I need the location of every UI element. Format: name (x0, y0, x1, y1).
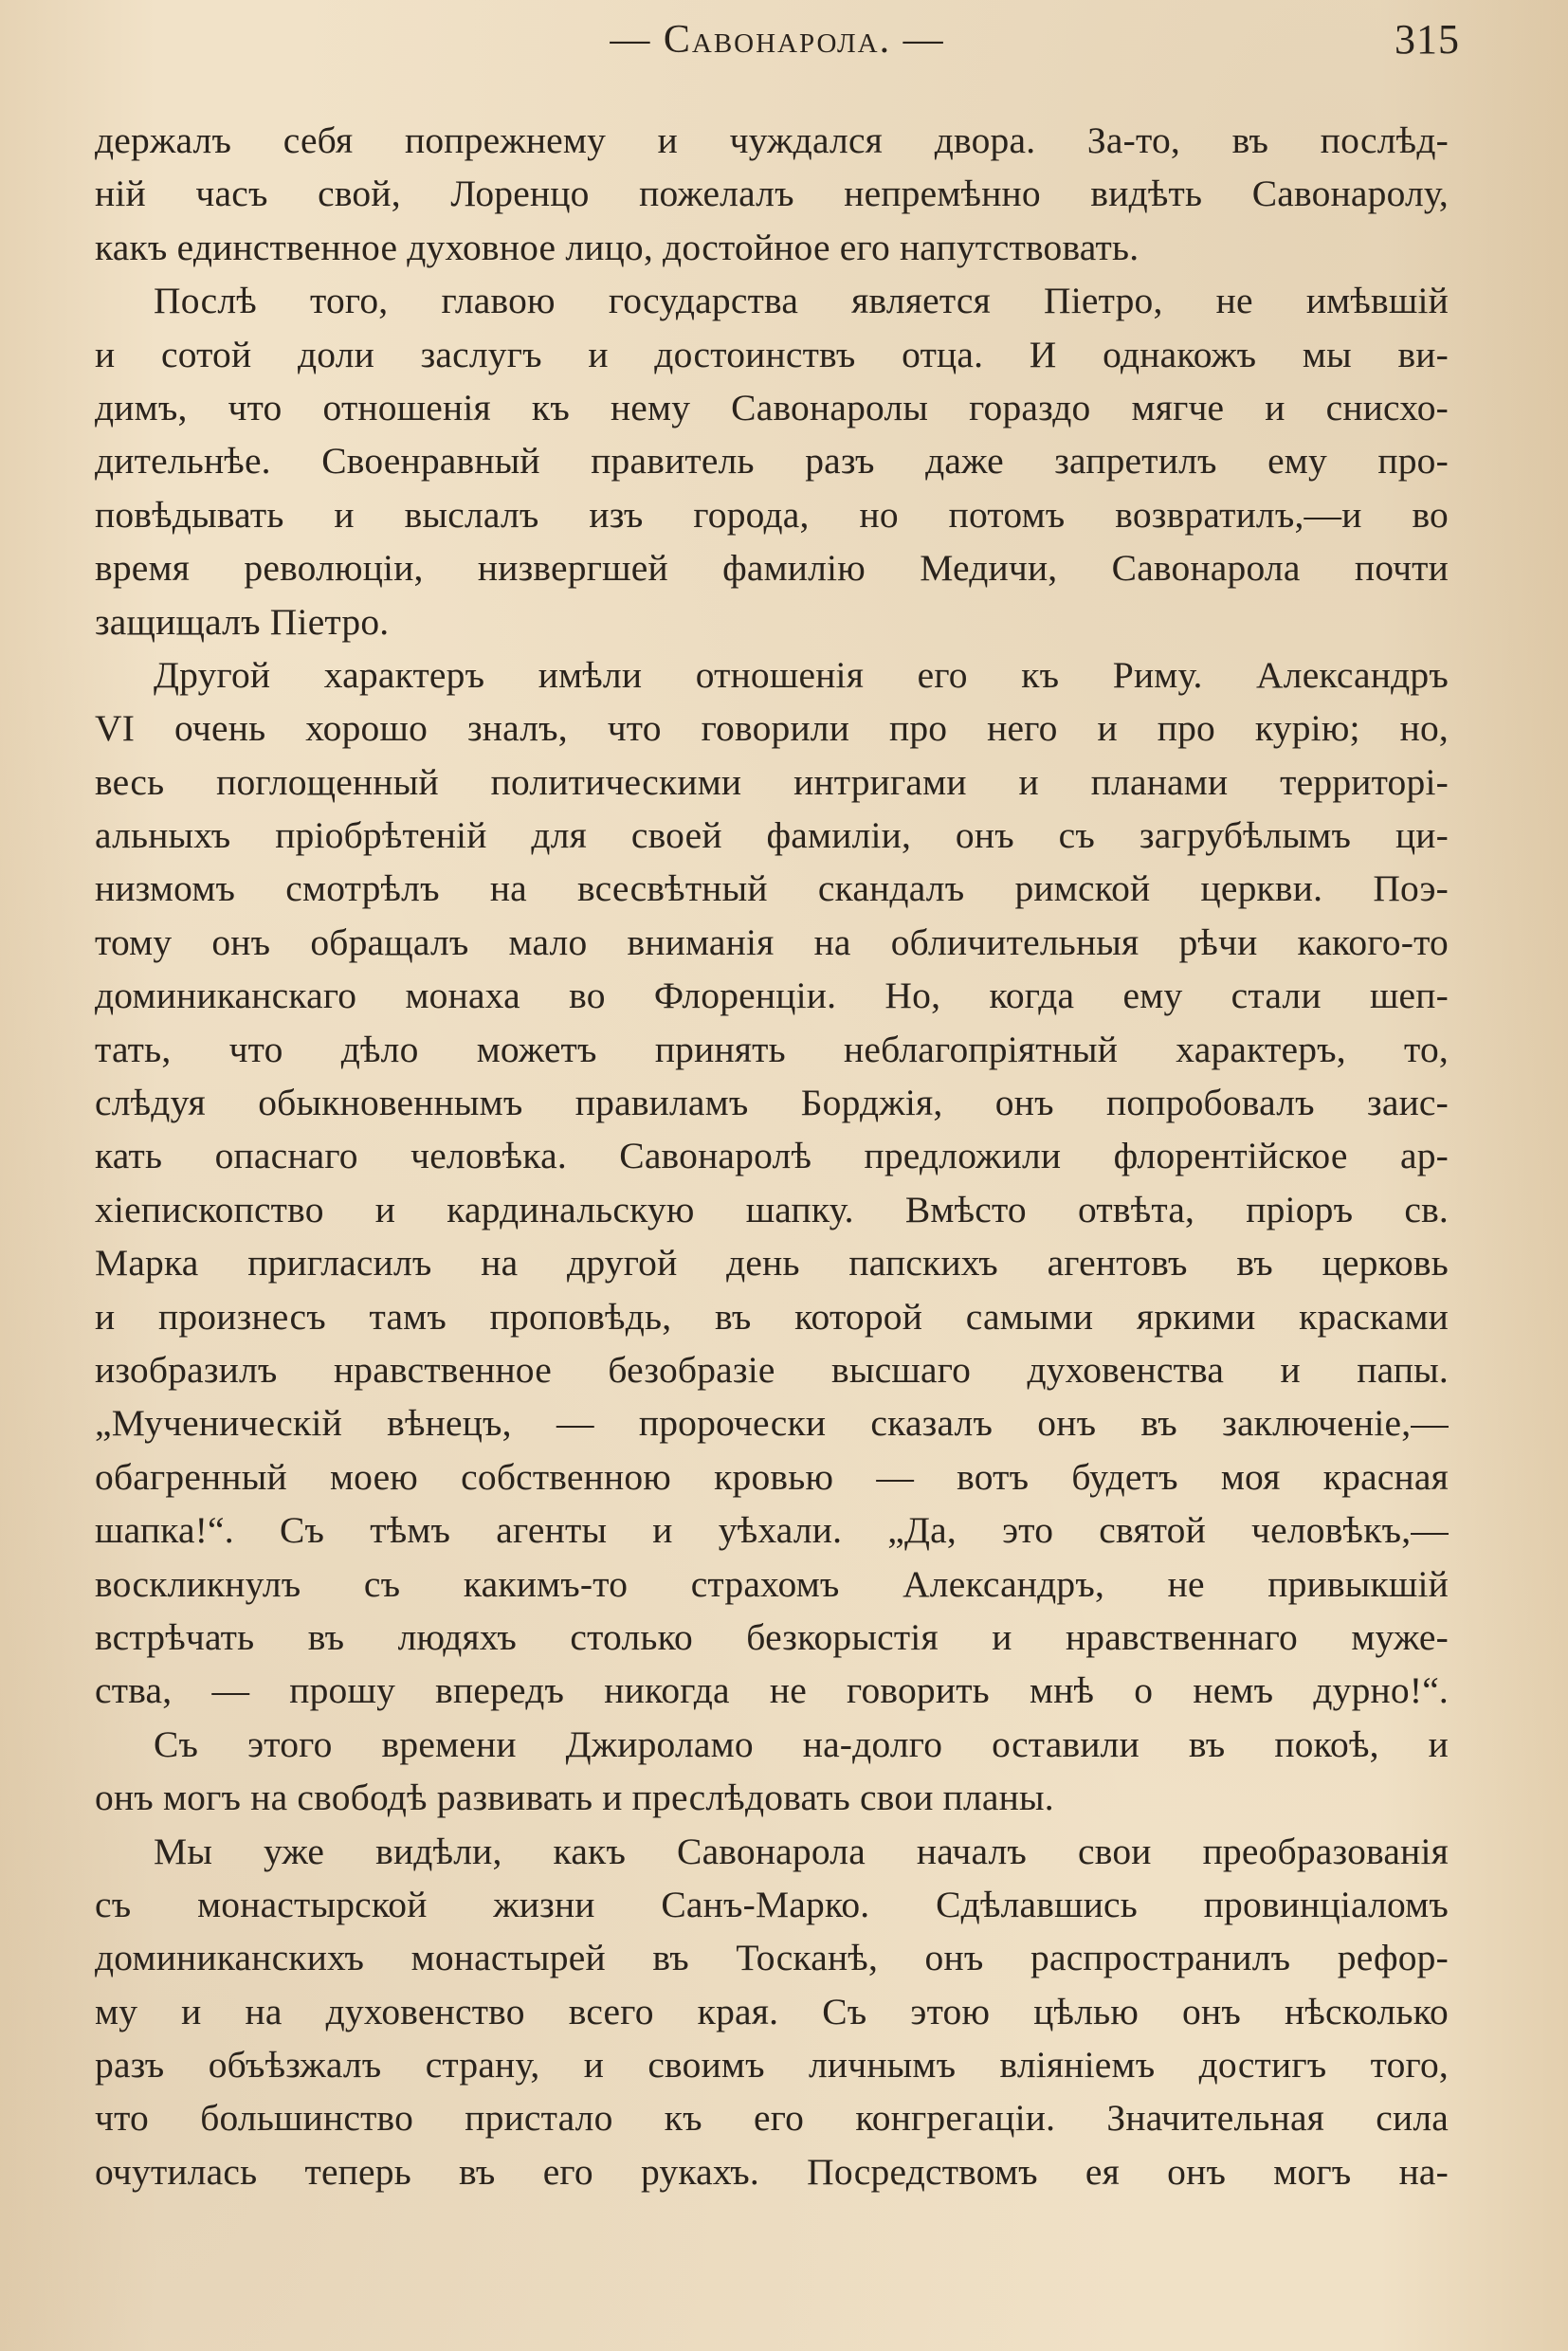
text-line: и произнесъ тамъ проповѣдь, въ которой самыми яркими красками (95, 1295, 1449, 1338)
text-line: ній часъ свой, Лоренцо пожелалъ непремѣнно видѣть Савонаролу, (95, 173, 1449, 215)
text-line: VI очень хорошо зналъ, что говорили про него и про курію; но, (95, 707, 1449, 750)
text-line: димъ, что отношенія къ нему Савонаролы гораздо мягче и снисхо- (95, 386, 1449, 428)
running-head-title: — Савонарола. — (610, 18, 945, 62)
text-line: тому онъ обращалъ мало вниманія на обличительныя рѣчи какого-то (95, 920, 1449, 963)
text-line: очутилась теперь въ его рукахъ. Посредствомъ ея онъ могъ на- (95, 2150, 1449, 2193)
text-line: низмомъ смотрѣлъ на всесвѣтный скандалъ римской церкви. Поэ- (95, 867, 1449, 910)
text-line: альныхъ пріобрѣтеній для своей фамиліи, онъ съ загрубѣлымъ ци- (95, 814, 1449, 857)
text-line: му и на духовенство всего края. Съ этою цѣлью онъ нѣсколько (95, 1990, 1449, 2032)
text-line: повѣдывать и выслалъ изъ города, но потомъ возвратилъ,—и во (95, 493, 1449, 536)
text-line: воскликнулъ съ какимъ-то страхомъ Александръ, не привыкшій (95, 1562, 1449, 1605)
running-head (95, 11, 1460, 68)
text-line: дительнѣе. Своенравный правитель разъ даже запретилъ ему про- (95, 440, 1449, 483)
text-line: что большинство пристало къ его конгрегаціи. Значительная сила (95, 2097, 1449, 2140)
text-line: изобразилъ нравственное безобразіе высшаго духовенства и папы. (95, 1348, 1449, 1391)
text-line: ства, — прошу впередъ никогда не говорить мнѣ о немъ дурно!“. (95, 1669, 1449, 1712)
text-line: съ монастырской жизни Санъ-Марко. Сдѣлавшись провинціаломъ (95, 1883, 1449, 1925)
text-line: онъ могъ на свободѣ развивать и преслѣдовать свои планы. (95, 1777, 1054, 1819)
text-line: Другой характеръ имѣли отношенія его къ Риму. Александръ (154, 653, 1449, 696)
text-line: хіепископство и кардинальскую шапку. Вмѣсто отвѣта, пріоръ св. (95, 1188, 1449, 1230)
text-line: разъ объѣзжалъ страну, и своимъ личнымъ вліяніемъ достигъ того, (95, 2044, 1449, 2087)
text-line: весь поглощенный политическими интригами и планами территорі- (95, 760, 1449, 803)
text-line: Съ этого времени Джироламо на-долго оставили въ покоѣ, и (154, 1722, 1449, 1765)
text-line: обагренный моею собственною кровью — вотъ будетъ моя красная (95, 1455, 1449, 1498)
body-text (95, 114, 1449, 2198)
text-line: встрѣчать въ людяхъ столько безкорыстія и нравственнаго муже- (95, 1615, 1449, 1658)
text-line: защищалъ Піетро. (95, 600, 390, 643)
text-line: доминиканскаго монаха во Флоренціи. Но, когда ему стали шеп- (95, 975, 1449, 1017)
text-line: „Мученическій вѣнецъ, — пророчески сказалъ онъ въ заключеніе,— (95, 1402, 1449, 1445)
text-line: Мы уже видѣли, какъ Савонарола началъ свои преобразованія (154, 1830, 1449, 1872)
text-line: тать, что дѣло можетъ принять неблагопріятный характеръ, то, (95, 1028, 1449, 1070)
text-line: слѣдуя обыкновеннымъ правиламъ Борджія, онъ попробовалъ заис- (95, 1082, 1449, 1124)
text-line: доминиканскихъ монастырей въ Тосканѣ, онъ распространилъ рефор- (95, 1937, 1449, 1979)
text-line: Послѣ того, главою государства является Піетро, не имѣвшій (154, 280, 1449, 322)
page-number: 315 (1395, 16, 1460, 63)
text-line: шапка!“. Съ тѣмъ агенты и уѣхали. „Да, это святой человѣкъ,— (95, 1509, 1449, 1552)
text-line: Марка пригласилъ на другой день папскихъ агентовъ въ церковь (95, 1242, 1449, 1285)
text-line: время революціи, низвергшей фамилію Медичи, Савонарола почти (95, 547, 1449, 590)
text-line: какъ единственное духовное лицо, достойное его напутствовать. (95, 226, 1140, 268)
text-line: и сотой доли заслугъ и достоинствъ отца. И однакожъ мы ви- (95, 333, 1449, 375)
text-line: кать опаснаго человѣка. Савонаролѣ предложили флорентійское ар- (95, 1135, 1449, 1177)
text-line: держалъ себя попрежнему и чуждался двора. За-то, въ послѣд- (95, 119, 1449, 161)
